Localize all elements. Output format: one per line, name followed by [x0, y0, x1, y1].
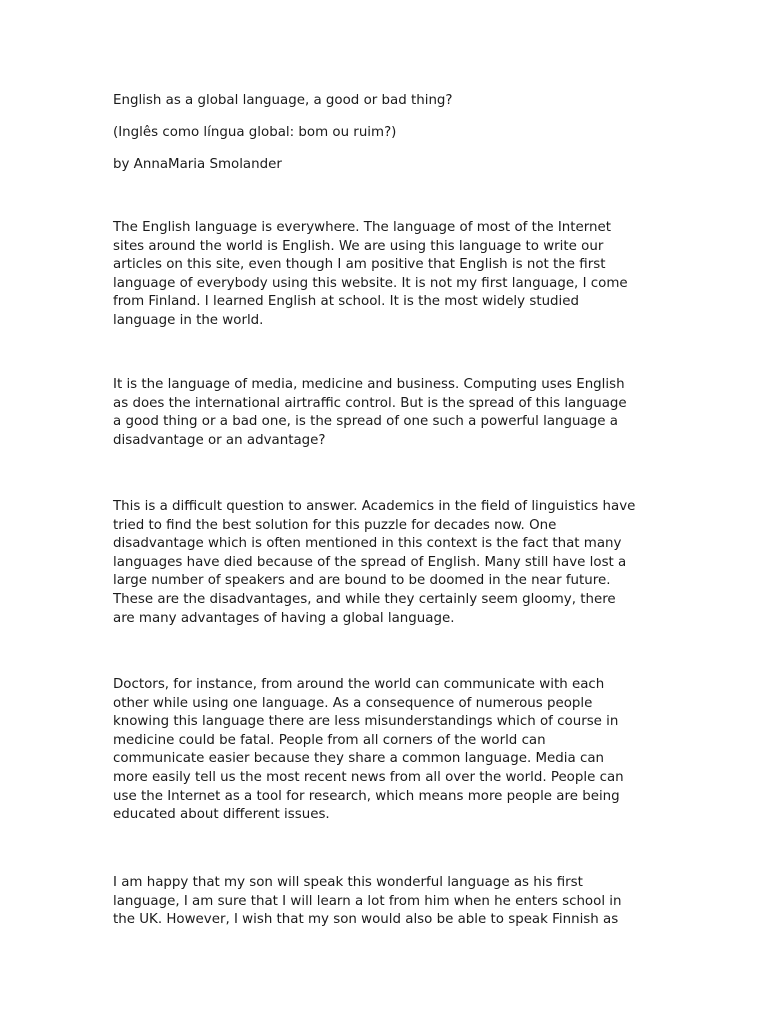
text-line: language of everybody using this website. It is not my first language, I come [113, 275, 628, 291]
text-line: language, I am sure that I will learn a lot from him when he enters school in [113, 893, 622, 909]
text-line: communicate easier because they share a common language. Media can [113, 751, 605, 767]
text-line: Doctors, for instance, from around the world can communicate with each [113, 677, 605, 692]
text-line: educated about different issues. [113, 807, 330, 823]
text-line: disadvantage or an advantage? [113, 432, 326, 448]
text-line: articles on this site, even though I am positive that English is not the first [113, 257, 606, 273]
text-line: I am happy that my son will speak this wonderful language as his first [113, 875, 583, 890]
paragraph-5 [113, 874, 658, 930]
text-line: use the Internet as a tool for research, which means more people are being [113, 788, 620, 804]
paragraph-1 [113, 219, 658, 331]
text-line: knowing this language there are less misunderstandings which of course in [113, 714, 619, 730]
document-subtitle: (Inglês como língua global: bom ou ruim?) [113, 125, 397, 140]
text-line: are many advantages of having a global language. [113, 610, 455, 626]
text-line: It is the language of media, medicine and business. Computing uses English [113, 377, 625, 392]
text-line: The English language is everywhere. The language of most of the Internet [113, 220, 612, 235]
paragraph-4 [113, 676, 658, 825]
text-line: disadvantage which is often mentioned in this context is the fact that many [113, 536, 622, 552]
text-line: medicine could be fatal. People from all corners of the world can [113, 732, 546, 748]
document-title: English as a global language, a good or bad thing? [113, 93, 453, 108]
text-line: other while using one language. As a consequence of numerous people [113, 695, 593, 711]
text-line: more easily tell us the most recent news from all over the world. People can [113, 769, 624, 785]
text-line: sites around the world is English. We are using this language to write our [113, 238, 604, 254]
text-line: the UK. However, I wish that my son would also be able to speak Finnish as [113, 912, 619, 928]
text-line: languages have died because of the spread of English. Many still have lost a [113, 554, 627, 570]
text-line: tried to find the best solution for this puzzle for decades now. One [113, 517, 557, 533]
text-line: large number of speakers and are bound to be doomed in the near future. [113, 573, 611, 589]
document-byline: by AnnaMaria Smolander [113, 157, 282, 172]
text-line: a good thing or a bad one, is the spread of one such a powerful language a [113, 414, 618, 430]
text-line: This is a difficult question to answer. Academics in the field of linguistics have [113, 499, 636, 514]
paragraph-3 [113, 498, 658, 628]
text-line: from Finland. I learned English at school. It is the most widely studied [113, 294, 580, 310]
text-line: as does the international airtraffic control. But is the spread of this language [113, 395, 627, 411]
paragraph-2 [113, 376, 658, 450]
text-line: language in the world. [113, 312, 264, 328]
text-line: These are the disadvantages, and while they certainly seem gloomy, there [113, 591, 616, 607]
